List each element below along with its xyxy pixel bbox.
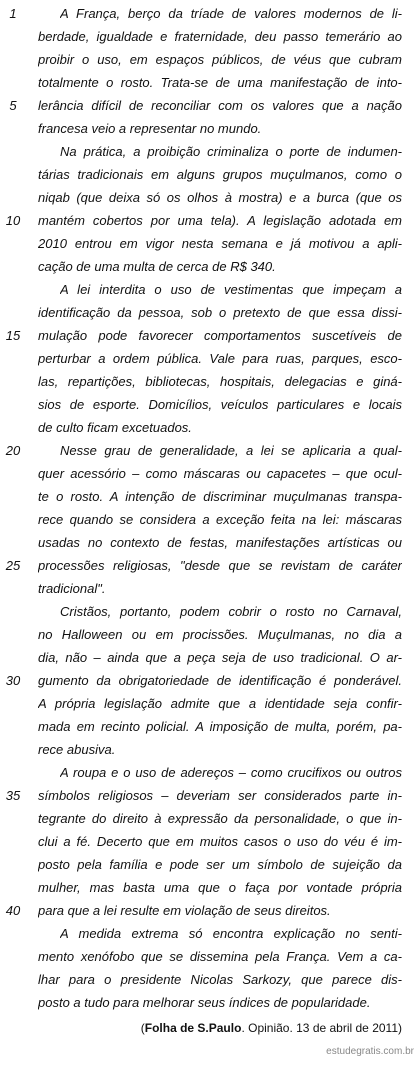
text-line [0, 968, 416, 991]
line-text: sios de esporte. Domicílios, veículos particulares e locais [38, 397, 402, 412]
line-text: posto a tudo para melhorar seus índices de popularidade. [38, 995, 371, 1010]
line-number: 10 [5, 213, 21, 228]
line-text: símbolos religiosos – deveriam ser considerados parte in- [38, 788, 402, 803]
line-text: niqab (que deixa só os olhos à mostra) e a burca (que os [38, 190, 402, 205]
line-text: Na prática, a proibição criminaliza o porte de indumen- [60, 144, 402, 159]
text-line [0, 71, 416, 94]
credit-open: ( [140, 1021, 145, 1035]
text-line [0, 876, 416, 899]
text-line [0, 623, 416, 646]
text-line [0, 163, 416, 186]
line-number: 35 [5, 788, 21, 803]
text-line [0, 25, 416, 48]
credit-details: . Opinião. 13 de abril de 2011) [241, 1021, 402, 1035]
text-line [0, 692, 416, 715]
text-line [0, 2, 416, 25]
line-text: processões religiosas, "desde que se revistam de caráter [38, 558, 402, 573]
line-text: mulação pode favorecer comportamentos suscetíveis de [38, 328, 402, 343]
text-line [0, 807, 416, 830]
text-line [0, 370, 416, 393]
text-line [0, 117, 416, 140]
line-text: totalmente o rosto. Trata-se de uma manifestação de into- [38, 75, 402, 90]
text-line [0, 278, 416, 301]
text-line [0, 393, 416, 416]
text-line [0, 439, 416, 462]
source-credit [141, 1017, 402, 1040]
line-text: tegrante do direito à expressão da personalidade, o que in- [38, 811, 402, 826]
text-line [0, 761, 416, 784]
text-line [0, 186, 416, 209]
line-number: 15 [5, 328, 21, 343]
line-text: A medida extrema só encontra explicação no senti- [60, 926, 402, 941]
text-line [0, 255, 416, 278]
text-line [0, 715, 416, 738]
text-line [0, 232, 416, 255]
line-text: A lei interdita o uso de vestimentas que impeçam a [60, 282, 402, 297]
line-text: te o rosto. A intenção de discriminar muçulmanas transpa- [38, 489, 402, 504]
text-line [0, 577, 416, 600]
line-text: las, repartições, bibliotecas, hospitais, delegacias e giná- [38, 374, 402, 389]
text-line [0, 48, 416, 71]
credit-source: Folha de S.Paulo [144, 1021, 242, 1035]
text-line [0, 416, 416, 439]
text-line [0, 738, 416, 761]
line-number: 30 [5, 673, 21, 688]
text-line [0, 600, 416, 623]
line-text: tradicional". [38, 581, 106, 596]
line-text: cação de uma multa de cerca de R$ 340. [38, 259, 276, 274]
line-text: no Halloween ou em procissões. Muçulmanas, no dia a [38, 627, 402, 642]
line-text: para que a lei resulte em violação de seus direitos. [38, 903, 331, 918]
line-text: A França, berço da tríade de valores modernos de li- [60, 6, 402, 21]
line-text: 2010 entrou em vigor nesta semana e já motivou a apli- [38, 236, 402, 251]
text-line [0, 669, 416, 692]
line-number: 5 [9, 98, 17, 113]
line-text: mento xenófobo que se dissemina pela França. Vem a ca- [38, 949, 402, 964]
line-text: Nesse grau de generalidade, a lei se aplicaria a qual- [60, 443, 402, 458]
line-text: tárias tradicionais em alguns grupos muçulmanos, como o [38, 167, 402, 182]
text-line [0, 554, 416, 577]
line-text: quer acessório – como máscaras ou capacetes – que ocul- [38, 466, 402, 481]
text-line [0, 94, 416, 117]
text-line [0, 922, 416, 945]
line-number: 1 [9, 6, 17, 21]
line-text: berdade, igualdade e fraternidade, deu passo temerário ao [38, 29, 402, 44]
text-line [0, 853, 416, 876]
line-text: posto pela família e pode ser um símbolo de sujeição da [38, 857, 402, 872]
line-number: 25 [5, 558, 21, 573]
text-line [0, 784, 416, 807]
line-text: clui a fé. Decerto que em muitos casos o uso do véu é im- [38, 834, 402, 849]
text-line [0, 646, 416, 669]
line-text: Cristãos, portanto, podem cobrir o rosto no Carnaval, [60, 604, 402, 619]
line-text: dia, não – ainda que a peça seja de uso tradicional. O ar- [38, 650, 402, 665]
text-line [0, 301, 416, 324]
text-line [0, 324, 416, 347]
line-text: rece abusiva. [38, 742, 116, 757]
line-text: usadas no contexto de festas, manifestações artísticas ou [38, 535, 402, 550]
line-text: lerância difícil de reconciliar com os valores que a nação [38, 98, 402, 113]
line-text: rece quando se considera a exceção feita na lei: máscaras [38, 512, 402, 527]
line-text: mulher, mas basta uma que o faça por vontade própria [38, 880, 402, 895]
text-line [0, 945, 416, 968]
line-text: perturbar a ordem pública. Vale para ruas, parques, esco- [38, 351, 402, 366]
line-number: 40 [5, 903, 21, 918]
text-line [0, 209, 416, 232]
line-text: lhar para o presidente Nicolas Sarkozy, que parece dis- [38, 972, 402, 987]
line-text: identificação da pessoa, sob o pretexto de que essa dissi- [38, 305, 402, 320]
line-text: de culto ficam excetuados. [38, 420, 192, 435]
text-line [0, 991, 416, 1014]
watermark: estudegratis.com.br [326, 1046, 414, 1057]
text-line [0, 830, 416, 853]
text-line [0, 531, 416, 554]
text-line [0, 899, 416, 922]
text-line [0, 347, 416, 370]
line-text: proibir o uso, em espaços públicos, de véus que cubram [38, 52, 402, 67]
text-line [0, 462, 416, 485]
text-line [0, 485, 416, 508]
line-text: A roupa e o uso de adereços – como crucifixos ou outros [60, 765, 402, 780]
line-text: A própria legislação admite que a identidade seja confir- [38, 696, 402, 711]
line-text: francesa veio a representar no mundo. [38, 121, 262, 136]
line-number: 20 [5, 443, 21, 458]
line-text: gumento da obrigatoriedade de identificação é ponderável. [38, 673, 402, 688]
line-text: mantém cobertos por uma tela). A legislação adotada em [38, 213, 402, 228]
text-line [0, 508, 416, 531]
text-line [0, 140, 416, 163]
line-text: mada em recinto policial. A imposição de multa, porém, pa- [38, 719, 402, 734]
